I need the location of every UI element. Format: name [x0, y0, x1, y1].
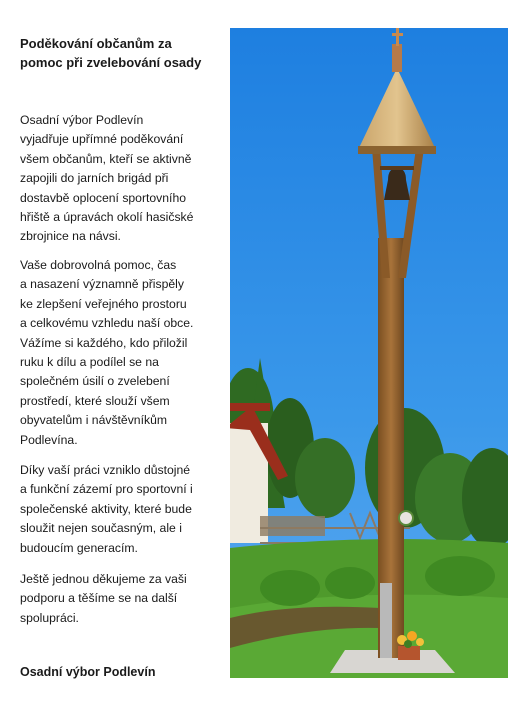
text-line: a funkční zázemí pro sportovní i: [20, 482, 193, 497]
text-line: Podlevína.: [20, 432, 78, 447]
text-line: společném úsilí o zvelebení: [20, 374, 170, 389]
text-line: prostředí, které slouží všem: [20, 393, 170, 408]
text-line: dostavbě oplocení sportovního: [20, 190, 187, 205]
text-line: Ještě jednou děkujeme za vaši: [20, 572, 187, 586]
text-line: ke zlepšení veřejného prostoru: [20, 296, 187, 311]
paragraph-1: [20, 111, 220, 247]
text-line: Díky vaší práci vzniklo důstojné: [20, 463, 191, 477]
title-line-2: pomoc při zvelebování osady: [20, 55, 202, 70]
text-line: ruku k dílu a podílel se na: [20, 355, 159, 370]
bell-tower-illustration: [230, 28, 508, 678]
signature: Osadní výbor Podlevín: [20, 665, 156, 679]
text-line: zapojili do jarních brigád při: [20, 171, 169, 186]
text-line: vyjadřuje upřímné poděkování: [20, 132, 184, 147]
text-line: sloužit nejen současným, ale i: [20, 521, 182, 536]
bell-tower-photo: [230, 28, 508, 678]
paragraph-4: [20, 570, 220, 628]
text-line: hřiště a úpravách okolí hasičské: [20, 210, 194, 225]
paragraph-3: [20, 461, 220, 558]
text-line: budoucím generacím.: [20, 540, 138, 555]
text-line: zbrojnice na návsi.: [20, 229, 121, 244]
text-line: a nasazení významně přispěly: [20, 277, 184, 292]
text-line: Vážíme si každého, kdo přiložil: [20, 335, 188, 350]
text-line: obyvatelům i návštěvníkům: [20, 413, 167, 428]
paragraph-2: [20, 256, 220, 450]
text-line: Vaše dobrovolná pomoc, čas: [20, 258, 177, 272]
article-title: [20, 34, 220, 72]
text-line: společenské aktivity, které bude: [20, 501, 192, 516]
title-line-1: Poděkování občanům za: [20, 36, 172, 51]
text-line: spolupráci.: [20, 610, 79, 625]
text-line: a celkovému vzhledu naší obce.: [20, 316, 194, 331]
text-line: podporu a těšíme se na další: [20, 591, 178, 606]
text-line: všem občanům, kteří se aktivně: [20, 151, 192, 166]
text-line: Osadní výbor Podlevín: [20, 113, 144, 127]
